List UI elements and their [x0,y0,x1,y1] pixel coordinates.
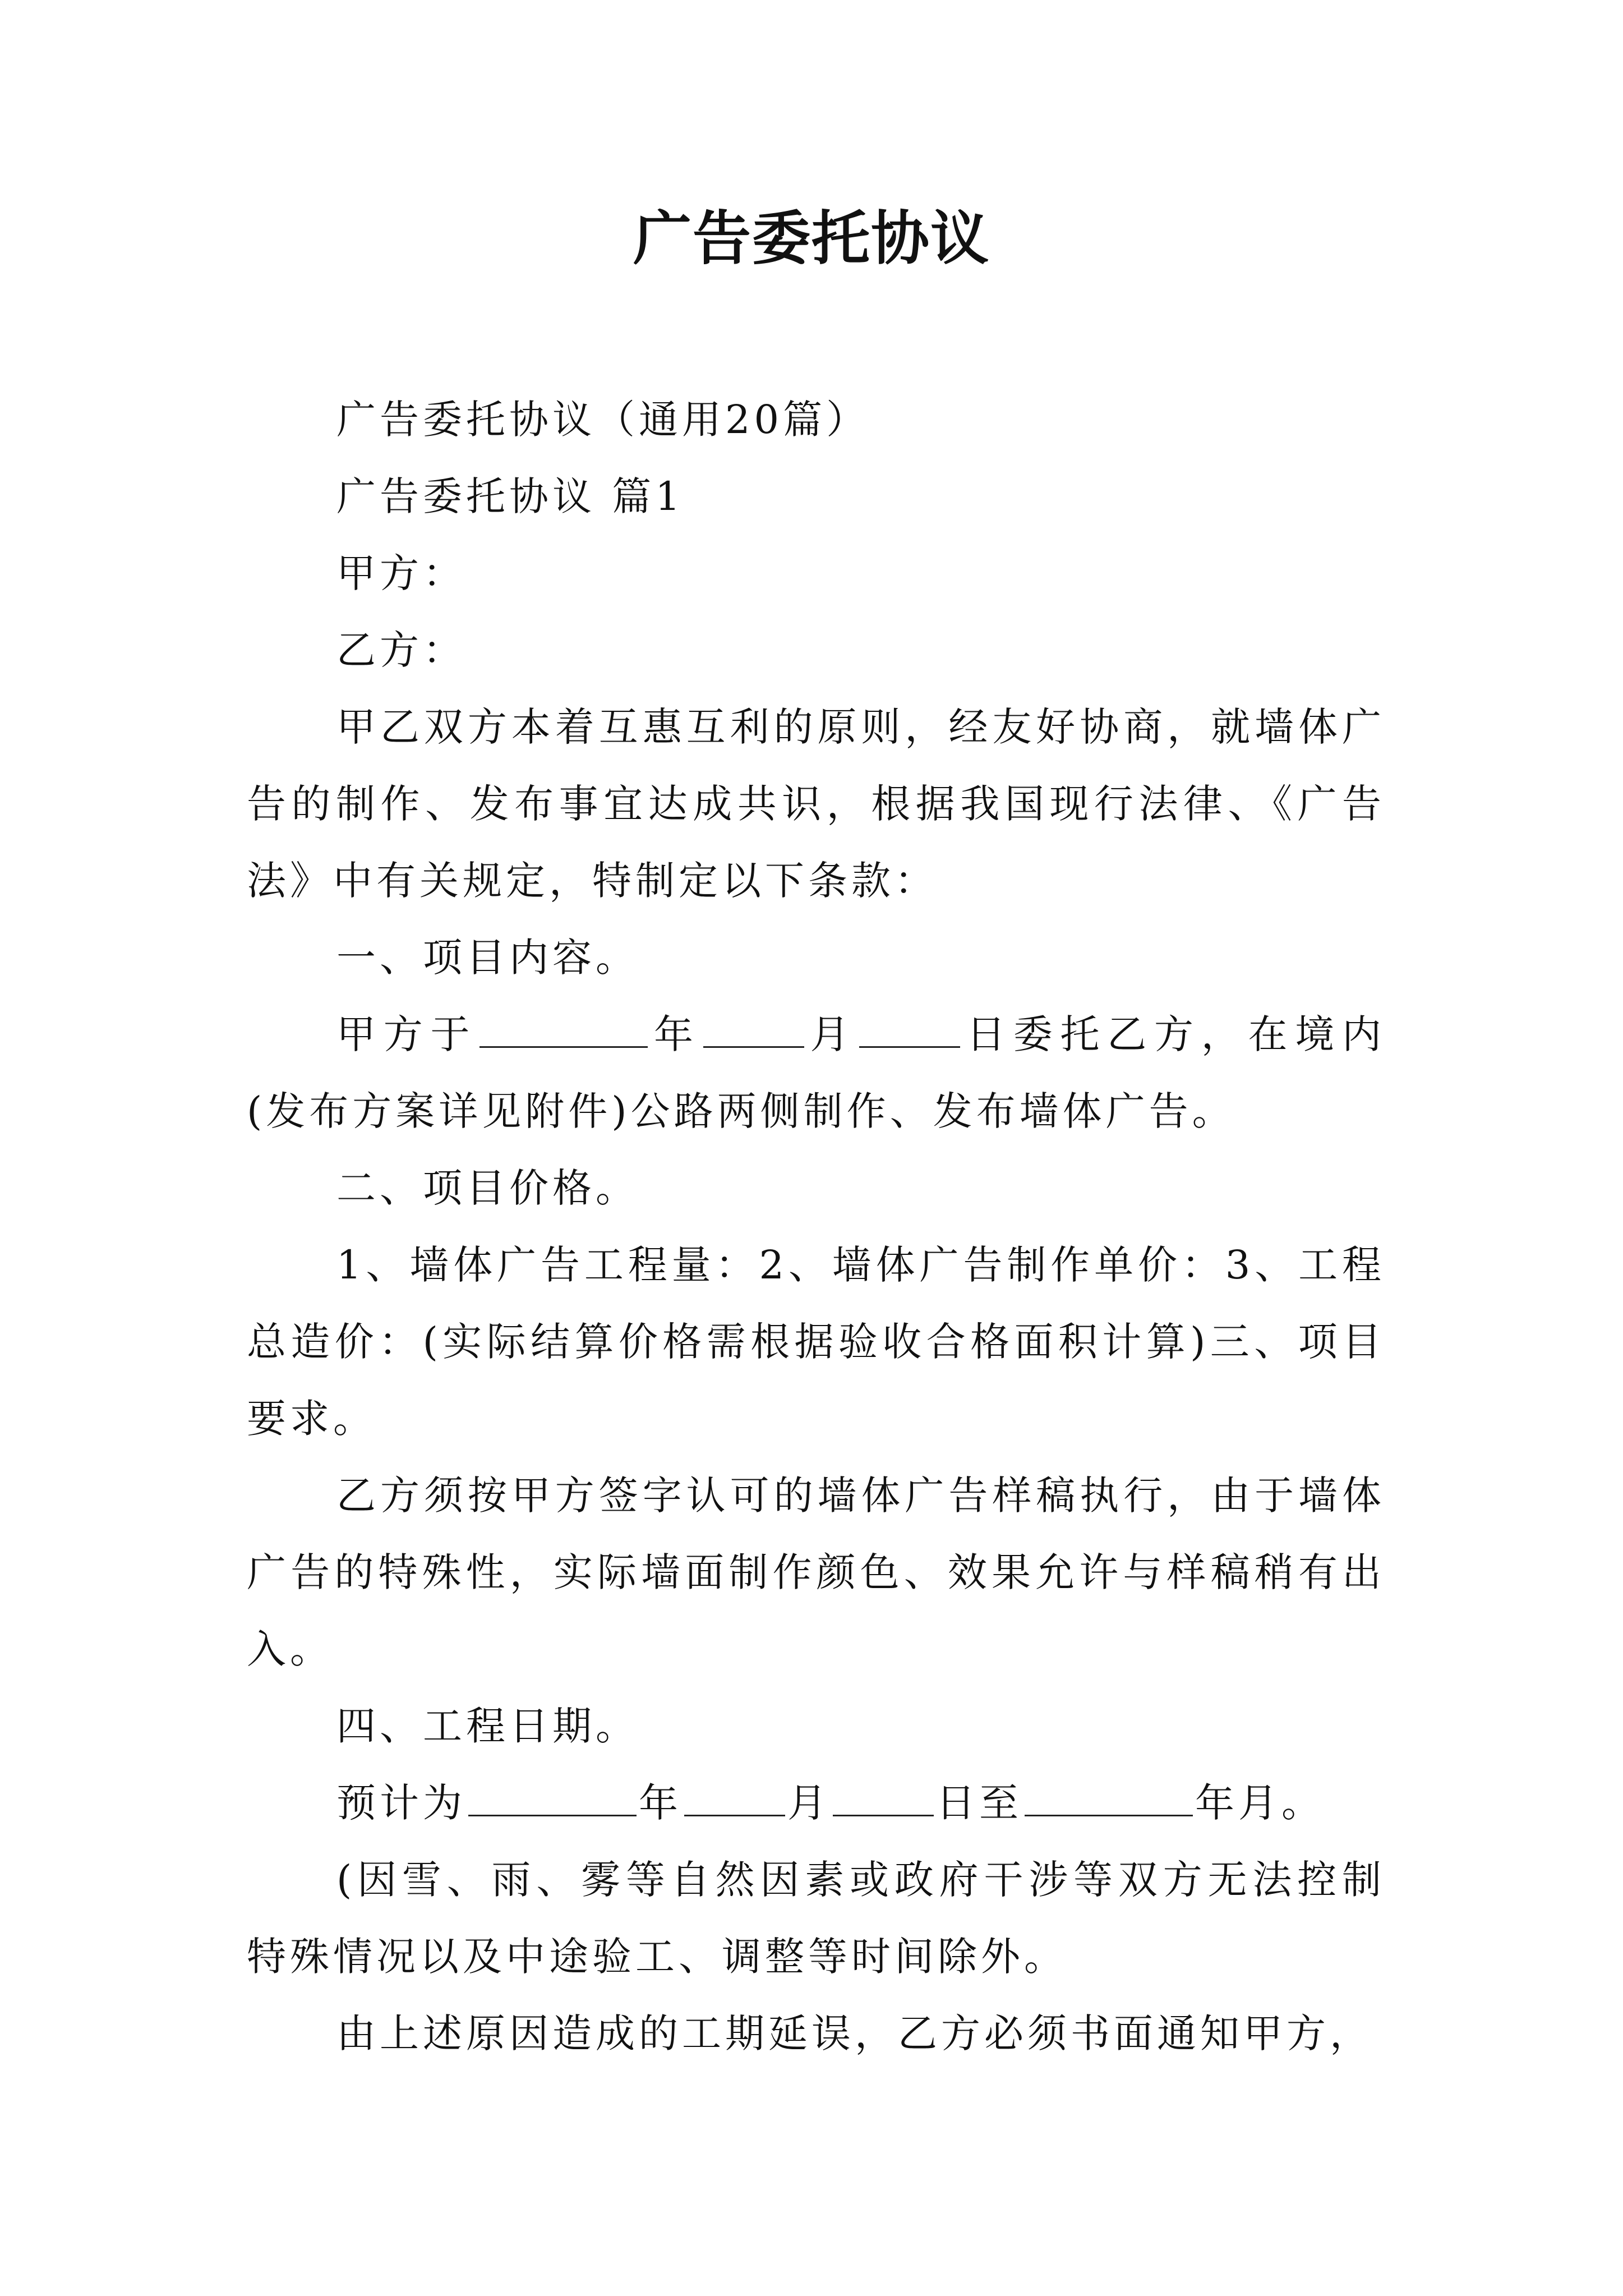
document-title: 广告委托协议 [633,204,990,273]
paragraph-exceptions: (因雪、雨、雾等自然因素或政府干涉等双方无法控制特殊情况以及中途验工、调整等时间除外。 [247,1857,1385,1980]
text-segment: 年 [639,1780,682,1826]
fill-in-blank-year [479,1014,648,1048]
text-segment: 预计为 [336,1780,466,1826]
fill-in-blank-start-year [468,1782,637,1816]
paragraph-clause-heading-1: 一、项目内容。 [336,935,639,981]
text-segment: 年月。 [1195,1780,1325,1826]
fill-in-blank-day [859,1014,960,1048]
fill-in-blank-start-month [684,1782,785,1816]
fill-in-blank-start-day [833,1782,934,1816]
text-segment: 年 [650,1011,701,1057]
fill-in-blank-end-year [1025,1782,1193,1816]
fill-in-blank-month [703,1014,804,1048]
document-body [247,381,1385,2072]
paragraph-party-a: 甲方： [336,550,466,596]
paragraph-section-heading: 广告委托协议 篇1 [336,473,684,519]
paragraph-clause-3-body: 乙方须按甲方签字认可的墙体广告样稿执行，由于墙体广告的特殊性，实际墙面制作颜色、效果允许与样稿稍有出入。 [247,1473,1385,1672]
paragraph-delay-notice: 由上述原因造成的工期延误，乙方必须书面通知甲方， [336,2010,1373,2056]
paragraph-party-b: 乙方： [336,627,466,673]
paragraph-clause-4-body [247,1765,1385,1842]
text-segment: 日委托乙方，在境内(发布方案详见附件)公路两侧制作、发布墙体广告。 [247,1011,1385,1134]
text-segment: 月 [806,1011,857,1057]
paragraph-clause-heading-2: 二、项目价格。 [336,1165,639,1211]
paragraph-clause-1-body [247,996,1385,1150]
text-segment: 月 [787,1780,831,1826]
paragraph-subtitle: 广告委托协议（通用20篇） [336,397,870,443]
paragraph-clause-2-body: 1、墙体广告工程量：2、墙体广告制作单价：3、工程总造价：(实际结算价格需根据验收合格面积计算)三、项目要求。 [247,1242,1385,1442]
text-segment: 甲方于 [336,1011,478,1057]
paragraph-clause-heading-4: 四、工程日期。 [336,1703,639,1749]
text-segment: 日至 [936,1780,1022,1826]
paragraph-preamble: 甲乙双方本着互惠互利的原则，经友好协商，就墙体广告的制作、发布事宜达成共识，根据我国现行法律、《广告法》中有关规定，特制定以下条款： [247,704,1385,904]
